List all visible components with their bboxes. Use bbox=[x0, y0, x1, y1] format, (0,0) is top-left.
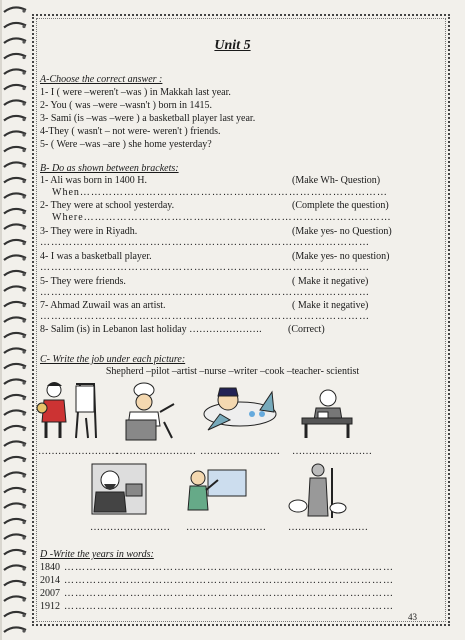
binding-hole bbox=[22, 56, 25, 59]
job-blank[interactable]: …………………… bbox=[116, 446, 196, 457]
section-b-hint: ( Make it negative) bbox=[292, 276, 369, 287]
cook-picture bbox=[120, 382, 178, 442]
pilot-picture bbox=[200, 384, 280, 436]
word-bank: Shepherd –pilot –artist –nurse –writer –cook –teacher- scientist bbox=[105, 366, 360, 377]
section-a-item: 4-They ( wasn't – not were- weren't ) friends. bbox=[40, 126, 221, 137]
section-b-question: 4- I was a basketball player. bbox=[40, 251, 152, 262]
section-b-answer-line[interactable]: ……………………………………………………………………………… bbox=[40, 262, 370, 273]
binding-hole bbox=[22, 288, 25, 291]
job-blank[interactable]: …………………… bbox=[288, 522, 368, 533]
binding-hole bbox=[22, 629, 25, 632]
section-b-answer-line[interactable]: When………………………………………………………………………… bbox=[52, 187, 388, 198]
binding-hole bbox=[22, 397, 25, 400]
binding-hole bbox=[22, 583, 25, 586]
section-b-answer-line[interactable]: Where………………………………………………………………………… bbox=[52, 212, 392, 223]
year-label: 2007 bbox=[40, 588, 60, 599]
binding-hole bbox=[22, 443, 25, 446]
section-b-question: 8- Salim (is) in Lebanon last holiday …………………. bbox=[40, 324, 262, 335]
binding-hole bbox=[22, 9, 25, 12]
binding-hole bbox=[22, 102, 25, 105]
binding-hole bbox=[22, 614, 25, 617]
job-blank[interactable]: …………………… bbox=[186, 522, 266, 533]
binding-hole bbox=[22, 226, 25, 229]
binding-hole bbox=[22, 521, 25, 524]
year-answer-line[interactable]: ……………………………………………………………………………… bbox=[64, 562, 394, 573]
year-answer-line[interactable]: ……………………………………………………………………………… bbox=[64, 601, 394, 612]
section-b-question: 5- They were friends. bbox=[40, 276, 126, 287]
page-title: Unit 5 bbox=[214, 38, 251, 53]
binding-hole bbox=[22, 25, 25, 28]
section-b-heading: B- Do as shown between brackets: bbox=[40, 163, 179, 174]
section-b-question: 3- They were in Riyadh. bbox=[40, 226, 138, 237]
section-b-question: 1- Ali was born in 1400 H. bbox=[40, 175, 147, 186]
section-a-heading: A-Choose the correct answer : bbox=[40, 74, 163, 85]
artist-picture bbox=[36, 378, 100, 440]
section-b-answer-line[interactable]: ……………………………………………………………………………… bbox=[40, 237, 370, 248]
section-b-hint: (Make Wh- Question) bbox=[292, 175, 381, 186]
job-blank[interactable]: …………………… bbox=[292, 446, 372, 457]
binding-hole bbox=[22, 211, 25, 214]
binding-hole bbox=[22, 118, 25, 121]
binding-hole bbox=[22, 459, 25, 462]
section-b-question: 7- Ahmad Zuwail was an artist. bbox=[40, 300, 166, 311]
section-b-question: 2- They were at school yesterday. bbox=[40, 200, 175, 211]
year-label: 1912 bbox=[40, 601, 60, 612]
binding-hole bbox=[22, 242, 25, 245]
binding-hole bbox=[22, 180, 25, 183]
binding-hole bbox=[22, 490, 25, 493]
section-b-answer-line[interactable]: ……………………………………………………………………………… bbox=[40, 311, 370, 322]
section-b-hint: (Complete the question) bbox=[292, 200, 389, 211]
binding-hole bbox=[22, 273, 25, 276]
section-b-answer-line[interactable]: ……………………………………………………………………………… bbox=[40, 287, 370, 298]
binding-hole bbox=[22, 149, 25, 152]
section-a-item: 2- You ( was –were –wasn't ) born in 1415. bbox=[40, 100, 213, 111]
job-blank[interactable]: …………………… bbox=[90, 522, 170, 533]
binding-hole bbox=[22, 505, 25, 508]
scientist-picture bbox=[90, 462, 148, 516]
binding-hole bbox=[22, 474, 25, 477]
section-b-hint: (Correct) bbox=[288, 324, 325, 335]
section-a-item: 1- I ( were –weren't –was ) in Makkah last year. bbox=[40, 87, 231, 98]
binding-hole bbox=[22, 598, 25, 601]
year-answer-line[interactable]: ……………………………………………………………………………… bbox=[64, 575, 394, 586]
section-b-hint: (Make yes- no Question) bbox=[292, 226, 392, 237]
year-answer-line[interactable]: ……………………………………………………………………………… bbox=[64, 588, 394, 599]
binding-hole bbox=[22, 567, 25, 570]
binding-hole bbox=[22, 412, 25, 415]
year-label: 2014 bbox=[40, 575, 60, 586]
binding-hole bbox=[22, 536, 25, 539]
writer-picture bbox=[292, 384, 362, 440]
page-number: 43 bbox=[408, 612, 417, 622]
spiral-binding bbox=[2, 0, 28, 640]
binding-hole bbox=[22, 133, 25, 136]
binding-hole bbox=[22, 71, 25, 74]
section-a-item: 5- ( Were –was –are ) she home yesterday? bbox=[40, 139, 212, 150]
binding-hole bbox=[22, 304, 25, 307]
binding-hole bbox=[22, 552, 25, 555]
binding-hole bbox=[22, 319, 25, 322]
teacher-picture bbox=[184, 466, 248, 516]
binding-hole bbox=[22, 350, 25, 353]
section-b-hint: (Make yes- no question) bbox=[292, 251, 390, 262]
shepherd-picture bbox=[288, 462, 348, 520]
job-blank[interactable]: …………………… bbox=[200, 446, 280, 457]
section-b-hint: ( Make it negative) bbox=[292, 300, 369, 311]
section-d-heading: D -Write the years in words: bbox=[40, 549, 154, 560]
binding-hole bbox=[22, 87, 25, 90]
binding-hole bbox=[22, 164, 25, 167]
section-c-heading: C- Write the job under each picture: bbox=[40, 354, 186, 365]
binding-hole bbox=[22, 428, 25, 431]
year-label: 1840 bbox=[40, 562, 60, 573]
binding-hole bbox=[22, 335, 25, 338]
section-a-item: 3- Sami (is –was –were ) a basketball player last year. bbox=[40, 113, 256, 124]
job-blank[interactable]: …………………… bbox=[38, 446, 118, 457]
binding-hole bbox=[22, 381, 25, 384]
binding-hole bbox=[22, 257, 25, 260]
binding-hole bbox=[22, 195, 25, 198]
